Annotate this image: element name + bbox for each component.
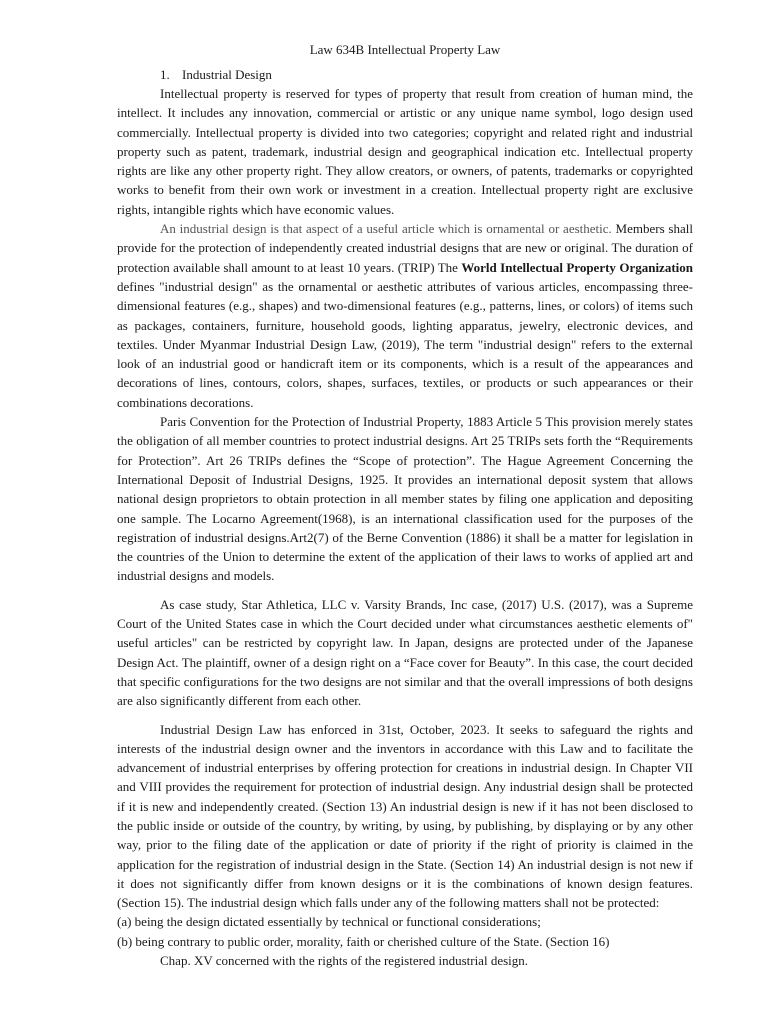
paragraph-intellectual-property: Intellectual property is reserved for types of property that result from creation of human mind, the intellect. It includes any innovation, commercial or artistic or any unique name symbol, logo design used commercially. Intellectual property is divided into two categories; copyright and related right and industrial property such as patent, trademark, industrial design and geographical indication etc. Intellectual property rights are like any other property right. They allow creators, or owners, of patents, trademarks or copyrighted works to benefit from their own work or investment in a creation. Intellectual property right are exclusive rights, intangible rights which have economic values.: [117, 86, 693, 217]
section-title: Industrial Design: [182, 67, 272, 82]
list-item-b: (b) being contrary to public order, morality, faith or cherished culture of the State. (Section 16): [117, 933, 610, 949]
wipo-bold-text: World Intellectual Property Organization: [461, 259, 693, 275]
section-heading: [117, 65, 693, 84]
document-title: Law 634B Intellectual Property Law: [309, 42, 501, 57]
paragraph-myanmar-law: Industrial Design Law has enforced in 31st, October, 2023. It seeks to safeguard the rights and interests of the industrial design owner and the inventors in accordance with this Law and to facilitate the advancement of industrial enterprises by offering protection for creations in industrial design. In Chapter VII and VIII provides the requirement for protection of industrial design. Any industrial design shall be protected if it is new and independently created. (Section 13) An industrial design is new if it has not been disclosed to the public inside or outside of the country, by writing, by using, by publishing, by displaying or by any other way, prior to the filing date of the application or date of priority if the right of priority is claimed in the application for the registration of industrial design in the State. (Section 14) An industrial design is not new if it does not significantly differ from known designs or it is the combinations of known design features. (Section 15). The industrial design which falls under any of the following matters shall not be protected:: [117, 721, 693, 911]
paragraph-industrial-design-definition: [117, 219, 693, 412]
document-page: [117, 40, 693, 970]
definition-text-a: Members shall provide for the protection of independently created industrial designs that are new or original. The duration of protection available shall amount to at least 10 years. (TRIP) The: [117, 221, 693, 275]
definition-text-b: defines "industrial design" as the ornamental or aesthetic attributes of various articles, encompassing three-dimensional features (e.g., shapes) and two-dimensional features (e.g., patterns, lines, or colors) of items such as packages, containers, furniture, household goods, lighting apparatus, jewelry, electronic devices, and textiles. Under Myanmar Industrial Design Law, (2019), The term "industrial design" refers to the external look of an industrial good or handicraft item or its components, which is a result of the appearances and decorations of lines, contours, colors, shapes, surfaces, textiles, or products or such appearances or their combinations decorations.: [117, 278, 693, 410]
section-number: 1.: [160, 67, 170, 82]
list-item-a: (a) being the design dictated essentially by technical or functional considerations;: [117, 914, 541, 930]
paragraph-international-treaties: Paris Convention for the Protection of Industrial Property, 1883 Article 5 This provision merely states the obligation of all member countries to protect industrial designs. Art 25 TRIPs sets forth the “Requirements for Protection”. Art 26 TRIPs defines the “Scope of protection”. The Hague Agreement Concerning the International Deposit of Industrial Designs, 1925. It provides an international deposit system that allows national design proprietors to obtain protection in all member states by filing one application and depositing one sample. The Locarno Agreement(1968), is an international classification used for the purposes of the registration of industrial designs.Art2(7) of the Berne Convention (1886) it shall be a matter for legislation in the countries of the Union to determine the extent of the application of their laws to works of applied art and industrial designs and models.: [117, 414, 693, 584]
faint-definition-text: An industrial design is that aspect of a useful article which is ornamental or aesthetic.: [160, 221, 612, 237]
paragraph-chapter-xv: Chap. XV concerned with the rights of the registered industrial design.: [160, 953, 529, 969]
paragraph-case-study: As case study, Star Athletica, LLC v. Varsity Brands, Inc case, (2017) U.S. (2017), was a Supreme Court of the United States case in which the Court decided under what circumstances aesthetic elements of" useful articles" can be restricted by copyright law. In Japan, designs are protected under of the Japanese Design Act. The plaintiff, owner of a design right on a “Face cover for Beauty”. In this case, the court decided that specific configurations for the two designs are not similar and that the overall impressions of both designs are also significantly different from each other.: [117, 596, 693, 709]
